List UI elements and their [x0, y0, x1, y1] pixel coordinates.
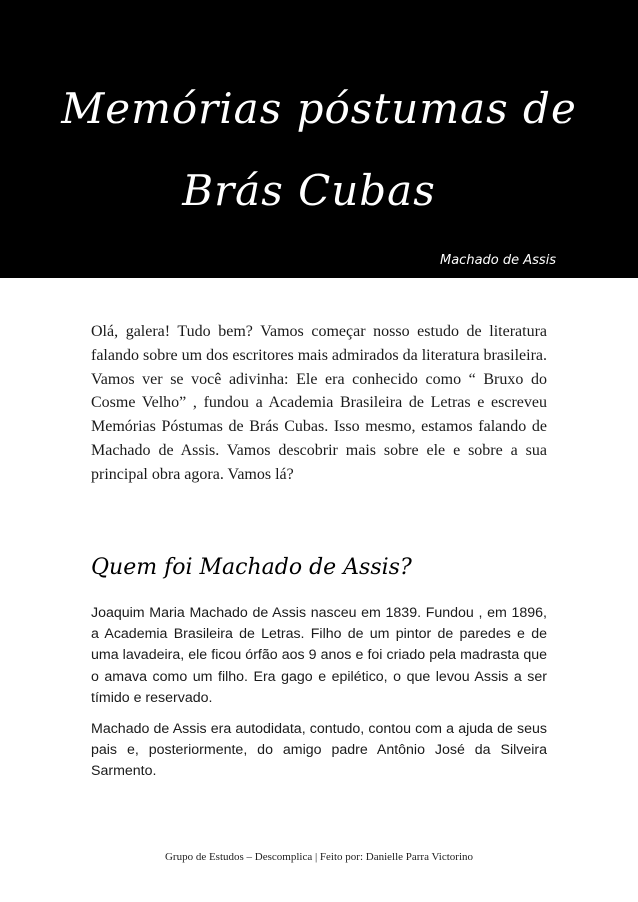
biography-paragraph-1: Joaquim Maria Machado de Assis nasceu em 1839. Fundou , em 1896, a Academia Brasileira de Letras. Filho de um pintor de paredes e de uma lavadeira, ele ficou órfão aos 9 anos e foi criado pela madrasta que o amava como um filho. Era gago e epilético, o que levou Assis a ser tímido e reservado.: [91, 605, 547, 706]
title-banner: [0, 0, 638, 278]
title-line-2: Brás Cubas: [182, 166, 436, 215]
section-heading: Quem foi Machado de Assis?: [91, 555, 412, 580]
title-line-1: Memórias póstumas de: [61, 84, 577, 133]
intro-paragraph: Olá, galera! Tudo bem? Vamos começar nosso estudo de literatura falando sobre um dos escritores mais admirados da literatura brasileira. Vamos ver se você adivinha: Ele era conhecido como “ Bruxo do Cosme Velho” , fundou a Academia Brasileira de Letras e escreveu Memórias Póstumas de Brás Cubas. Isso mesmo, estamos falando de Machado de Assis. Vamos descobrir mais sobre ele e sobre a sua principal obra agora. Vamos lá?: [91, 323, 547, 483]
author-name: Machado de Assis: [440, 253, 557, 268]
page-footer: Grupo de Estudos – Descomplica | Feito por: Danielle Parra Victorino: [164, 851, 474, 863]
biography-paragraph-2: Machado de Assis era autodidata, contudo, contou com a ajuda de seus pais e, posteriormente, do amigo padre Antônio José da Silveira Sarmento.: [91, 721, 547, 780]
